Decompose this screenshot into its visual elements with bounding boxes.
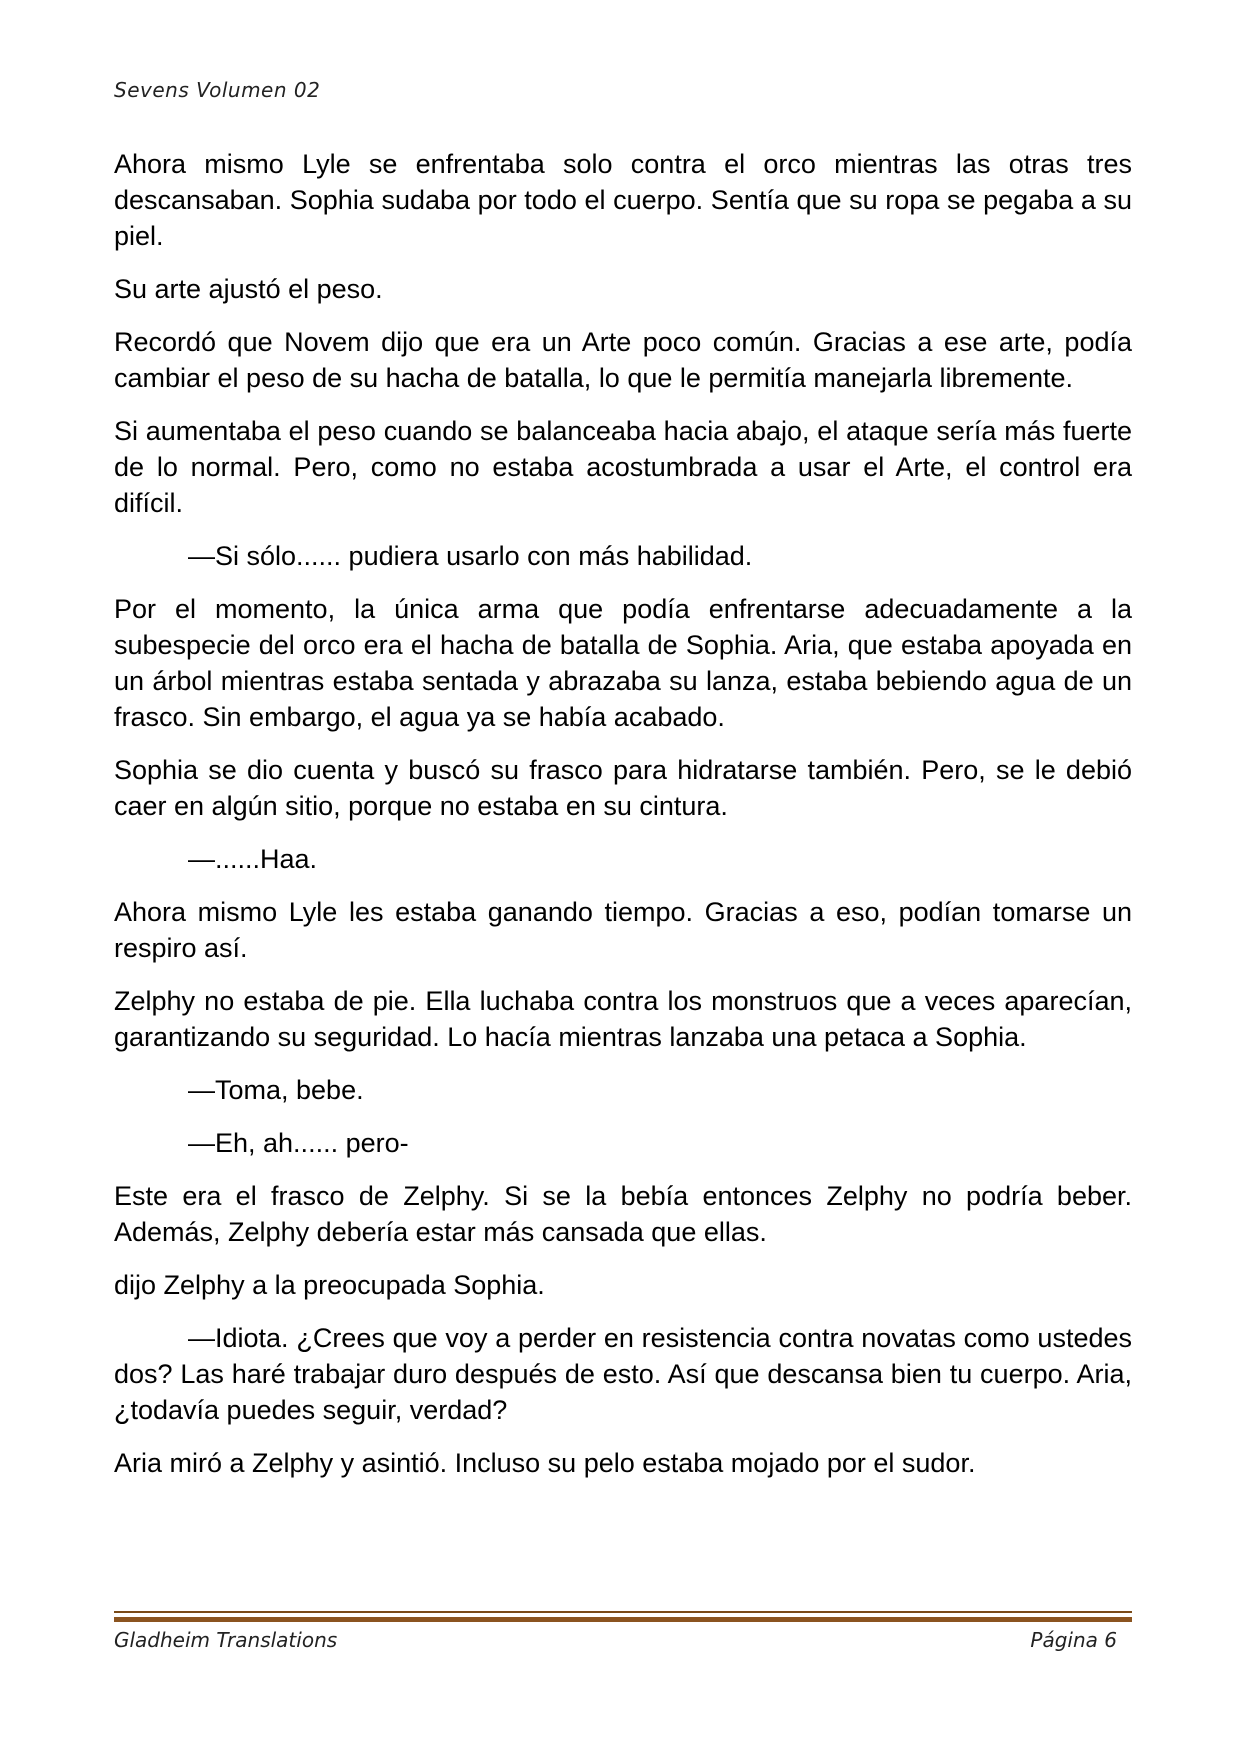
footer-translator: Gladheim Translations bbox=[114, 1628, 338, 1652]
paragraph: Recordó que Novem dijo que era un Arte poco común. Gracias a ese arte, podía cambiar el peso de su hacha de batalla, lo que le permitía manejarla libremente. bbox=[114, 327, 1132, 393]
paragraph: Su arte ajustó el peso. bbox=[114, 274, 383, 304]
page-header-title: Sevens Volumen 02 bbox=[114, 78, 321, 102]
paragraph: Si aumentaba el peso cuando se balanceaba hacia abajo, el ataque sería más fuerte de lo normal. Pero, como no estaba acostumbrada a usar el Arte, el control era difícil. bbox=[114, 416, 1132, 518]
paragraph: Zelphy no estaba de pie. Ella luchaba contra los monstruos que a veces aparecían, garantizando su seguridad. Lo hacía mientras lanzaba una petaca a Sophia. bbox=[114, 986, 1132, 1052]
dialogue-line: —Toma, bebe. bbox=[188, 1075, 364, 1105]
dialogue-line: —......Haa. bbox=[188, 844, 318, 874]
body-text bbox=[114, 146, 1132, 1498]
paragraph: Este era el frasco de Zelphy. Si se la bebía entonces Zelphy no podría beber. Además, Zelphy debería estar más cansada que ellas. bbox=[114, 1181, 1132, 1247]
paragraph: Por el momento, la única arma que podía enfrentarse adecuadamente a la subespecie del orco era el hacha de batalla de Sophia. Aria, que estaba apoyada en un árbol mientras estaba sentada y abrazaba su lanza, estaba bebiendo agua de un frasco. Sin embargo, el agua ya se había acabado. bbox=[114, 594, 1132, 732]
paragraph: Sophia se dio cuenta y buscó su frasco para hidratarse también. Pero, se le debió caer en algún sitio, porque no estaba en su cintura. bbox=[114, 755, 1132, 821]
paragraph: dijo Zelphy a la preocupada Sophia. bbox=[114, 1270, 545, 1300]
dialogue-line: —Si sólo...... pudiera usarlo con más habilidad. bbox=[188, 541, 753, 571]
paragraph: Ahora mismo Lyle les estaba ganando tiempo. Gracias a eso, podían tomarse un respiro así. bbox=[114, 897, 1132, 963]
dialogue-line: —Idiota. ¿Crees que voy a perder en resistencia contra novatas como ustedes dos? Las haré trabajar duro después de esto. Así que descansa bien tu cuerpo. Aria, ¿todavía puedes seguir, verdad? bbox=[114, 1323, 1132, 1425]
footer-divider-thick bbox=[114, 1617, 1132, 1622]
footer-divider-thin bbox=[114, 1611, 1132, 1613]
page-number: Página 6 bbox=[1030, 1628, 1117, 1652]
dialogue-line: —Eh, ah...... pero- bbox=[188, 1128, 409, 1158]
paragraph: Ahora mismo Lyle se enfrentaba solo contra el orco mientras las otras tres descansaban. Sophia sudaba por todo el cuerpo. Sentía que su ropa se pegaba a su piel. bbox=[114, 149, 1132, 251]
paragraph: Aria miró a Zelphy y asintió. Incluso su pelo estaba mojado por el sudor. bbox=[114, 1448, 976, 1478]
